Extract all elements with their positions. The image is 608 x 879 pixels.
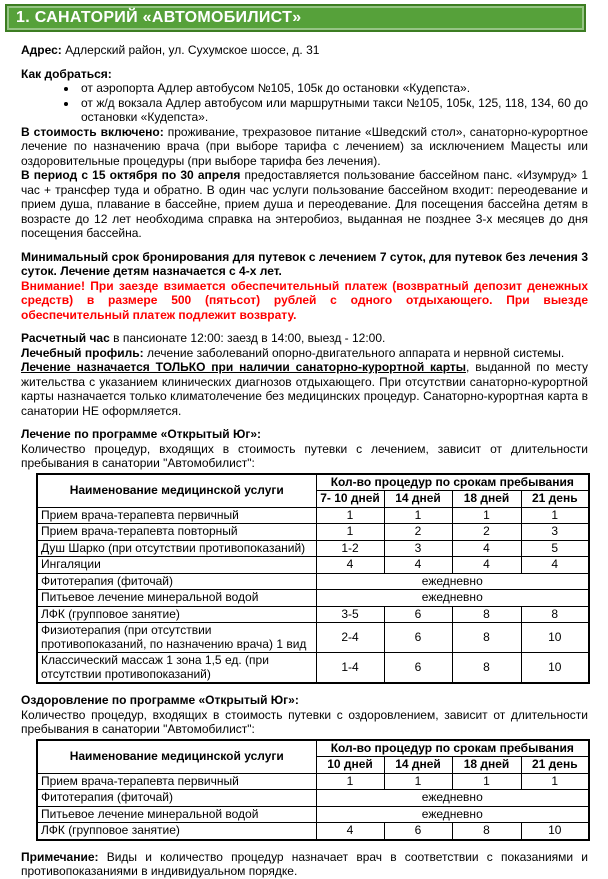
value-cell: 6 — [384, 823, 452, 840]
table-row — [37, 790, 589, 807]
note-label: Примечание: — [21, 849, 99, 864]
group-header: Кол-во процедур по срокам пребывания — [316, 474, 589, 491]
directions-item: • от ж/д вокзала Адлер автобусом или маршрутными такси №105, 105к, 125, 118, 134, 60 до остановки «Кудепста». — [78, 96, 588, 125]
period-header: 21 день — [521, 757, 589, 774]
period-header: 14 дней — [384, 757, 452, 774]
value-cell: 3 — [384, 540, 452, 557]
service-cell: Фитотерапия (фиточай) — [37, 573, 316, 590]
service-cell: Питьевое лечение минеральной водой — [37, 806, 316, 823]
checkout-paragraph: Расчетный час в пансионате 12:00: заезд в 14:00, выезд - 12:00. — [21, 331, 386, 345]
section-title: 1. САНАТОРИЙ «АВТОМОБИЛИСТ» — [16, 9, 302, 26]
min-stay-paragraph: Минимальный срок бронирования для путевок с лечением 7 суток, для путевок без лечения 3 суток. Лечение детям назначается с 4-х лет. — [21, 249, 588, 278]
service-column-header: Наименование медицинской услуги — [37, 474, 316, 508]
service-cell: Прием врача-терапевта первичный — [37, 507, 316, 524]
table-row — [37, 540, 589, 557]
value-cell: 1 — [316, 773, 384, 790]
value-cell: 1 — [384, 773, 452, 790]
service-cell: Фитотерапия (фиточай) — [37, 790, 316, 807]
value-cell: 2 — [452, 524, 521, 541]
wellness-program-heading: Оздоровление по программе «Открытый Юг»: — [21, 693, 299, 707]
value-cell: 3-5 — [316, 606, 384, 623]
pool-period-label: В период с 15 октября по 30 апреля — [21, 168, 241, 182]
directions-heading: Как добраться: — [21, 66, 112, 81]
service-cell: Прием врача-терапевта первичный — [37, 773, 316, 790]
value-cell: 4 — [384, 557, 452, 574]
address-value: Адлерский район, ул. Сухумское шоссе, д. 31 — [65, 43, 320, 57]
value-cell: 8 — [452, 823, 521, 840]
group-header: Кол-во процедур по срокам пребывания — [316, 740, 589, 757]
period-header: 21 день — [521, 491, 589, 508]
directions-item: • от аэропорта Адлер автобусом №105, 105к до остановки «Кудепста». — [78, 81, 588, 96]
daily-cell: ежедневно — [316, 790, 589, 807]
service-cell: ЛФК (групповое занятие) — [37, 823, 316, 840]
table-row — [37, 590, 589, 607]
service-cell: ЛФК (групповое занятие) — [37, 606, 316, 623]
included-label: В стоимость включено: — [21, 124, 164, 139]
service-cell: Прием врача-терапевта повторный — [37, 524, 316, 541]
directions-list — [21, 81, 588, 125]
section-title-bar — [5, 4, 586, 32]
value-cell: 4 — [452, 540, 521, 557]
table-row — [37, 773, 589, 790]
service-column-header: Наименование медицинской услуги — [37, 740, 316, 774]
service-cell: Ингаляции — [37, 557, 316, 574]
profile-paragraph: Лечебный профиль: лечение заболеваний опорно-двигательного аппарата и нервной системы. — [21, 345, 565, 360]
table-row — [37, 524, 589, 541]
value-cell: 1-2 — [316, 540, 384, 557]
value-cell: 10 — [521, 653, 589, 684]
value-cell: 6 — [384, 606, 452, 623]
pool-period-paragraph: В период с 15 октября по 30 апреля предоставляется пользование бассейном панс. «Изумруд» 1 час + трансфер туда и обратно. В один час услуги пользование бассейном входит: переодевание и прием душа, плавание в бассейне, прием душа и переодевание. Для посещения бассейна детям в возрасте до 12 лет необходима справка на энтеробиоз, выданная не позднее 3-х месяцев до дня посещения бассейна. — [21, 168, 588, 240]
table-row — [37, 806, 589, 823]
value-cell: 8 — [452, 623, 521, 653]
address-label: Адрес: — [21, 43, 62, 57]
wellness-program-intro: Количество процедур, входящих в стоимость путевки с оздоровлением, зависит от длительности пребывания в санатории "Автомобилист": — [21, 707, 588, 736]
value-cell: 1 — [452, 773, 521, 790]
value-cell: 8 — [452, 606, 521, 623]
value-cell: 1 — [316, 524, 384, 541]
daily-cell: ежедневно — [316, 590, 589, 607]
table-header-row — [37, 740, 589, 757]
value-cell: 5 — [521, 540, 589, 557]
table-row — [37, 557, 589, 574]
value-cell: 4 — [521, 557, 589, 574]
period-header: 7- 10 дней — [316, 491, 384, 508]
table-row — [37, 823, 589, 840]
daily-cell: ежедневно — [316, 573, 589, 590]
service-cell: Душ Шарко (при отсутствии противопоказаний) — [37, 540, 316, 557]
wellness-table-wrap — [36, 739, 588, 841]
card-notice-underlined: Лечение назначается ТОЛЬКО при наличии санаторно-курортной карты — [21, 360, 467, 374]
value-cell: 4 — [316, 823, 384, 840]
daily-cell: ежедневно — [316, 806, 589, 823]
profile-label: Лечебный профиль: — [21, 345, 144, 360]
address-line — [21, 43, 588, 58]
note-paragraph: Примечание: Виды и количество процедур назначает врач в соответствии с показаниями и противопоказаниями в индивидуальном порядке. — [21, 849, 588, 878]
period-header: 10 дней — [316, 757, 384, 774]
period-header: 14 дней — [384, 491, 452, 508]
treatment-program-intro: Количество процедур, входящих в стоимость путевки с лечением, зависит от длительности пребывания в санатории "Автомобилист": — [21, 441, 588, 470]
value-cell: 4 — [316, 557, 384, 574]
included-paragraph: В стоимость включено: проживание, трехразовое питание «Шведский стол», санаторно-курортное лечение по назначению врача (при выборе тарифа с лечением) за исключением Мацесты или оздоровительные процедуры (при выборе тарифа без лечения). — [21, 124, 588, 168]
value-cell: 1 — [384, 507, 452, 524]
table-row — [37, 573, 589, 590]
value-cell: 1 — [521, 773, 589, 790]
value-cell: 3 — [521, 524, 589, 541]
value-cell: 2 — [384, 524, 452, 541]
value-cell: 8 — [452, 653, 521, 684]
checkout-label: Расчетный час — [21, 331, 110, 345]
value-cell: 6 — [384, 623, 452, 653]
table-row — [37, 623, 589, 653]
table-row — [37, 507, 589, 524]
value-cell: 1 — [521, 507, 589, 524]
service-cell: Классический массаж 1 зона 1,5 ед. (при отсутствии противопоказаний) — [37, 653, 316, 684]
period-header: 18 дней — [452, 757, 521, 774]
value-cell: 1-4 — [316, 653, 384, 684]
value-cell: 2-4 — [316, 623, 384, 653]
value-cell: 1 — [452, 507, 521, 524]
card-notice-paragraph: Лечение назначается ТОЛЬКО при наличии санаторно-курортной карты, выданной по месту жительства с указанием клинических диагнозов отдыхающего. При отсутствии санаторно-курортной карты назначается только климатолечение без медицинских процедур. Санаторно-курортная карта в санатории НЕ оформляется. — [21, 360, 588, 418]
table-header-row — [37, 474, 589, 491]
value-cell: 4 — [452, 557, 521, 574]
table-row — [37, 653, 589, 684]
value-cell: 8 — [521, 606, 589, 623]
period-header: 18 дней — [452, 491, 521, 508]
service-cell: Физиотерапия (при отсутствии противопоказаний, по назначению врача) 1 вид — [37, 623, 316, 653]
procedures-table — [36, 473, 590, 685]
table-row — [37, 606, 589, 623]
procedures-table — [36, 739, 590, 841]
value-cell: 10 — [521, 823, 589, 840]
value-cell: 1 — [316, 507, 384, 524]
attention-paragraph: Внимание! При заезде взимается обеспечительный платеж (возвратный депозит денежных средств) в размере 500 (пятьсот) рублей с одного отдыхающего. При выезде обеспечительный платеж подлежит возврату. — [21, 278, 588, 322]
service-cell: Питьевое лечение минеральной водой — [37, 590, 316, 607]
value-cell: 6 — [384, 653, 452, 684]
treatment-table-wrap — [36, 473, 588, 685]
treatment-program-heading: Лечение по программе «Открытый Юг»: — [21, 427, 261, 441]
value-cell: 10 — [521, 623, 589, 653]
